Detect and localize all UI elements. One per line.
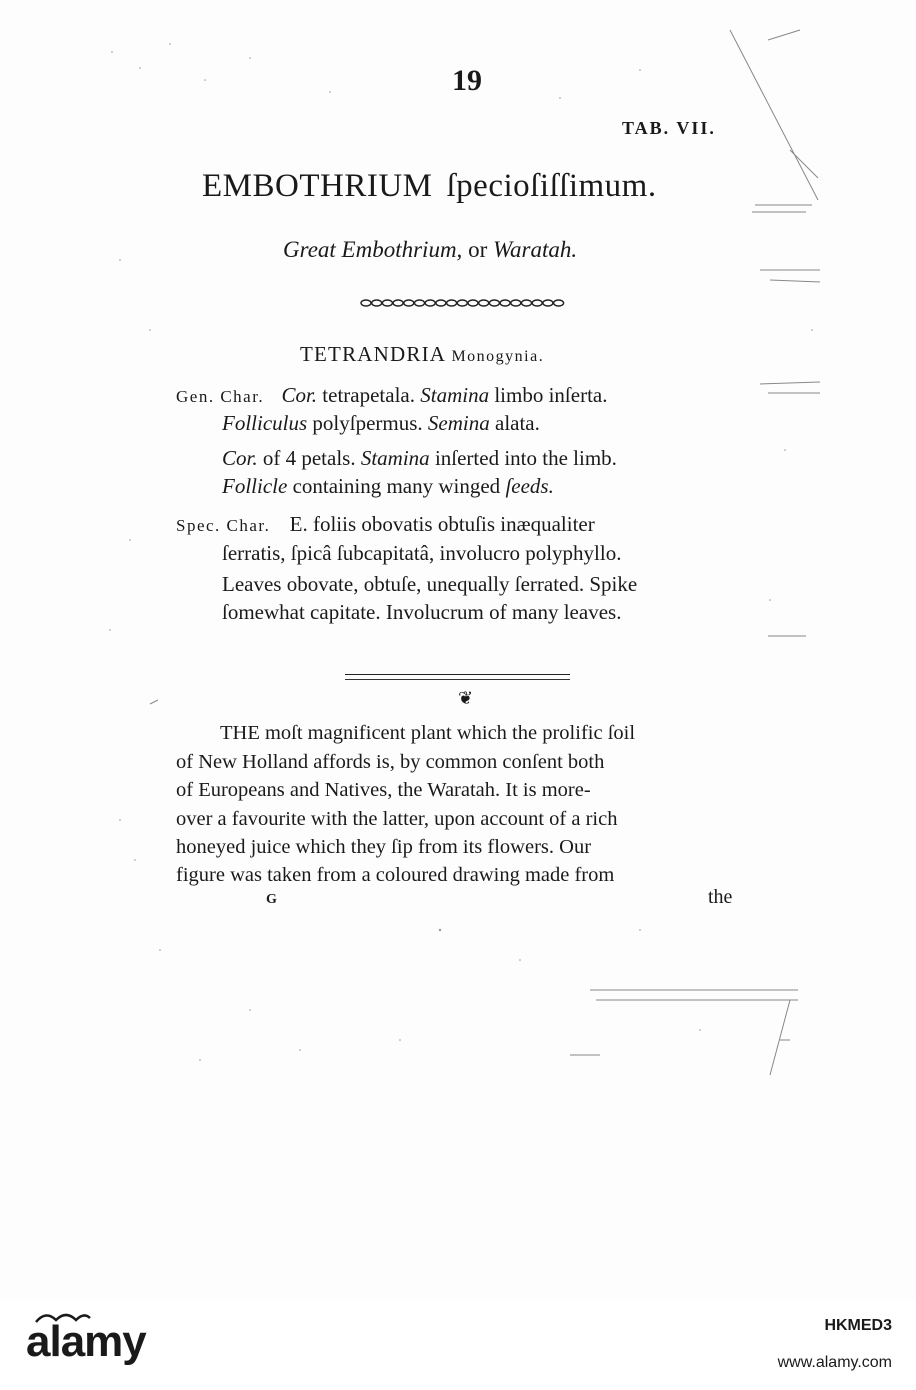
- ornament-link: [489, 300, 499, 306]
- ornament-link: [500, 300, 510, 306]
- double-rule-top: [345, 674, 570, 675]
- title-genus: EMBOTHRIUM: [202, 168, 433, 204]
- subtitle-or: or: [462, 237, 493, 262]
- plate-number: TAB. VII.: [622, 118, 716, 138]
- body-line: honeyed juice which they ſip from its flowers. Our: [176, 836, 592, 858]
- ornament-link: [415, 300, 425, 306]
- ornament-link: [436, 300, 446, 306]
- spec-char-text-1: E. foliis obovatis obtuſis inæqualiter: [289, 512, 595, 536]
- page-number: 19: [452, 64, 482, 97]
- ornament-link: [361, 300, 371, 306]
- text-segment: Folliculus: [222, 411, 308, 435]
- text-segment: Cor.: [222, 446, 258, 470]
- text-segment: polyſpermus.: [307, 411, 428, 435]
- spec-char-label: Spec. Char.: [176, 516, 271, 535]
- class-name: TETRANDRIA: [300, 342, 452, 366]
- ornament-link: [457, 300, 467, 306]
- ornament-link: [468, 300, 478, 306]
- subtitle-native-name: Waratah.: [492, 237, 578, 262]
- spec-char-line-1: [176, 512, 595, 537]
- ornament-link: [543, 300, 553, 306]
- ornament-link: [404, 300, 414, 306]
- gen-char-text-1: [281, 383, 607, 407]
- double-rule-bottom: [345, 679, 570, 680]
- text-segment: containing many winged: [287, 474, 506, 498]
- gen-char-line-4: [222, 474, 554, 499]
- text-segment: alata.: [489, 411, 540, 435]
- body-line: THE moſt magnificent plant which the prolific ſoil: [220, 722, 636, 744]
- body-line: of New Holland affords is, by common conſent both: [176, 751, 605, 773]
- page-title: [202, 168, 657, 205]
- ornament-link: [382, 300, 392, 306]
- catchword: the: [708, 886, 733, 908]
- subtitle: [283, 237, 577, 263]
- subtitle-common-name: Great Embothrium,: [283, 237, 463, 262]
- text-segment: of 4 petals.: [257, 446, 361, 470]
- gen-char-label: Gen. Char.: [176, 387, 265, 406]
- title-species: ſpecioſiſſimum.: [446, 168, 657, 204]
- ornament-link: [425, 300, 435, 306]
- ornament-link: [372, 300, 382, 306]
- ornament-link: [479, 300, 489, 306]
- body-line: of Europeans and Natives, the Waratah. It is more-: [176, 779, 591, 801]
- gen-char-line-3: [222, 446, 617, 471]
- text-segment: Follicle: [222, 474, 288, 498]
- ornament-link: [447, 300, 457, 306]
- spec-char-line-2: ſerratis, ſpicâ ſubcapitatâ, involucro polyphyllo.: [222, 541, 622, 565]
- gen-char-line-1: [176, 383, 607, 408]
- alamy-logo: alamy: [26, 1317, 146, 1366]
- text-segment: inſerted into the limb.: [429, 446, 617, 470]
- body-line: over a favourite with the latter, upon account of a rich: [176, 808, 618, 830]
- ornament-link: [522, 300, 532, 306]
- signature-mark: G: [266, 892, 277, 907]
- ornament-link: [511, 300, 521, 306]
- text-segment: Stamina: [360, 446, 430, 470]
- text-segment: Semina: [427, 411, 490, 435]
- text-segment: Cor.: [281, 383, 318, 407]
- spec-char-line-4: ſomewhat capitate. Involucrum of many leaves.: [222, 600, 622, 624]
- linnaean-class: [300, 342, 544, 367]
- watermark-bar: [0, 1300, 916, 1390]
- body-line: figure was taken from a coloured drawing made from: [176, 864, 615, 886]
- ornamental-rule: [360, 298, 574, 308]
- ornament-link: [393, 300, 403, 306]
- ornament-link: [532, 300, 542, 306]
- gen-char-line-2: [222, 411, 540, 436]
- image-code: HKMED3: [824, 1317, 892, 1334]
- spec-char-line-3: Leaves obovate, obtuſe, unequally ſerrated. Spike: [222, 572, 638, 596]
- text-segment: Stamina: [420, 383, 490, 407]
- fleuron-ornament: ❦: [458, 688, 474, 708]
- order-name: Monogynia.: [451, 348, 545, 365]
- ornament-link: [554, 300, 564, 306]
- text-segment: tetrapetala.: [317, 383, 421, 407]
- watermark-url: www.alamy.com: [777, 1354, 892, 1371]
- text-segment: ſeeds.: [505, 474, 554, 498]
- text-segment: limbo inſerta.: [489, 383, 608, 407]
